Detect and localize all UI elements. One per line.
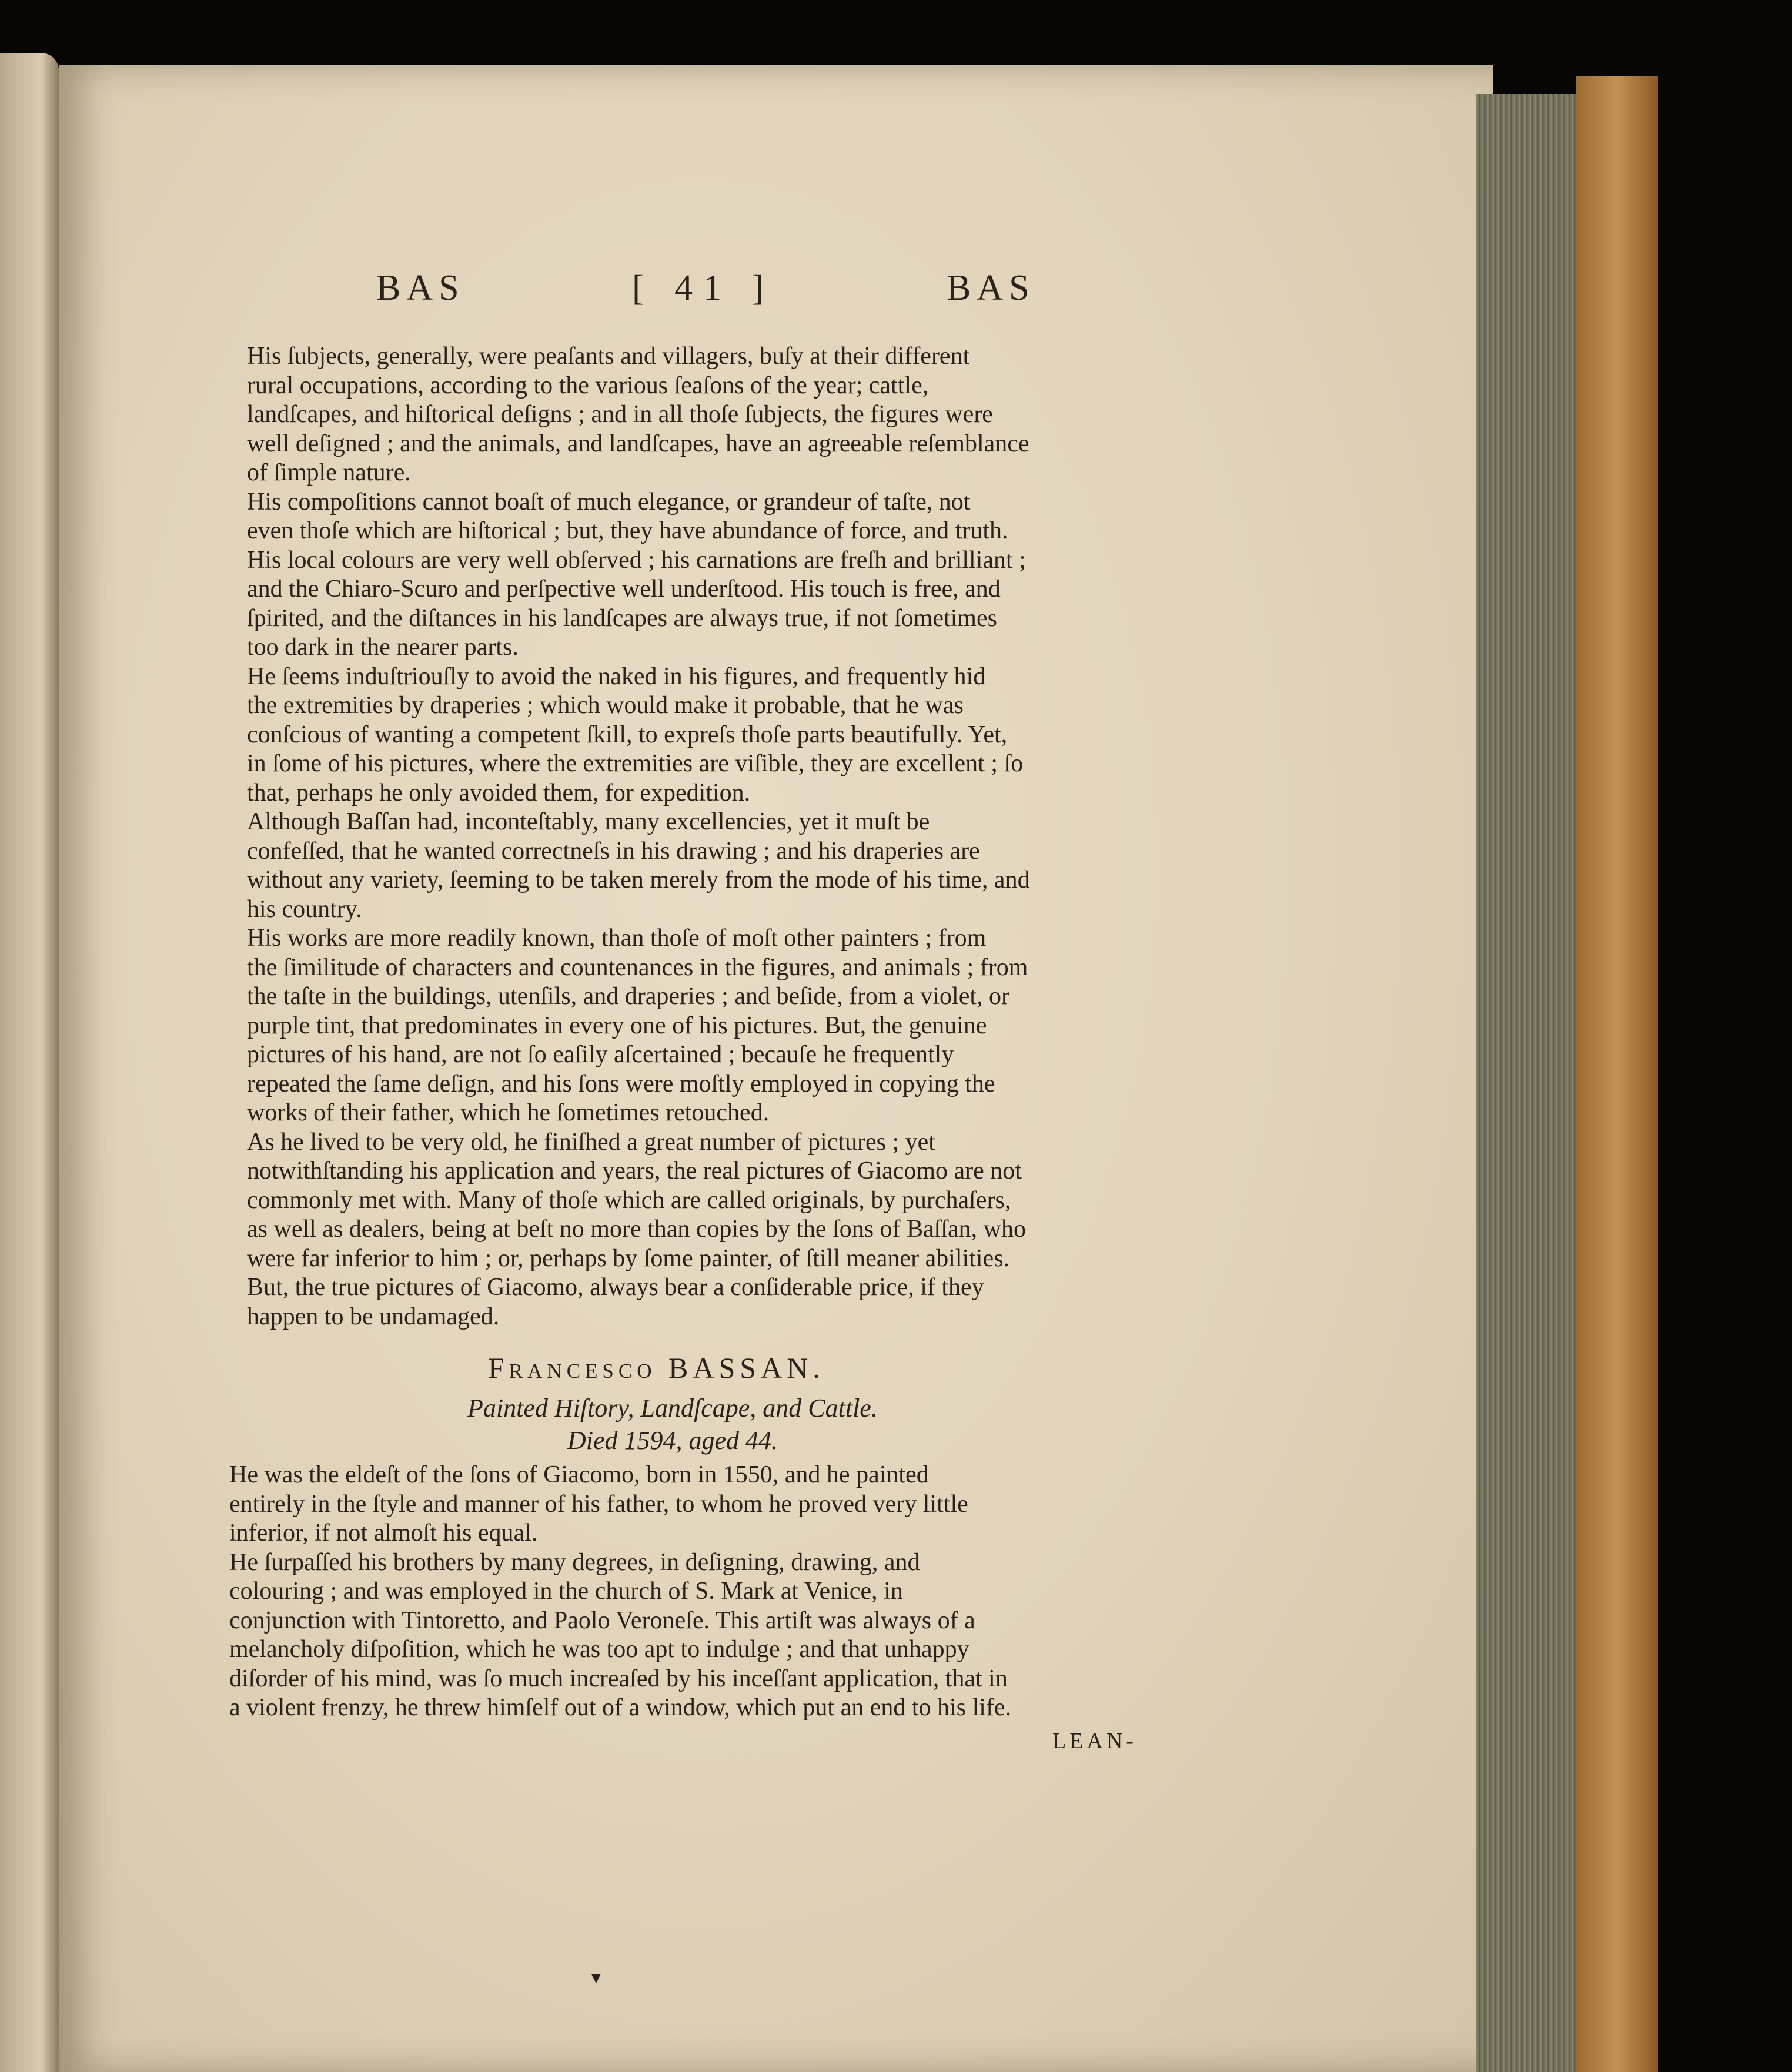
text-line: the ſimilitude of characters and countenances in the figures, and animals ; from <box>247 953 1028 981</box>
text-line: purple tint, that predominates in every one of his pictures. But, the genuine <box>247 1012 987 1039</box>
text-line: the extremities by draperies ; which would make it probable, that he was <box>247 692 964 719</box>
text-line: the taſte in the buildings, utenſils, and draperies ; and beſide, from a violet, or <box>247 983 1009 1010</box>
text-line: in ſome of his pictures, where the extremities are viſible, they are excellent ; ſo <box>247 750 1024 777</box>
text-line: commonly met with. Many of thoſe which are called originals, by purchaſers, <box>247 1186 1011 1214</box>
text-line: of ſimple nature. <box>247 459 411 486</box>
text-line: Although Baſſan had, inconteſtably, many excellencies, yet it muſt be <box>247 808 930 835</box>
text-line: His ſubjects, generally, were peaſants and villagers, buſy at their different <box>247 343 970 370</box>
text-line: As he lived to be very old, he finiſhed a great number of pictures ; yet <box>247 1128 935 1156</box>
text-line: his country. <box>247 895 362 923</box>
text-line: even thoſe which are hiſtorical ; but, they have abundance of force, and truth. <box>247 517 1008 544</box>
text-line: notwithſtanding his application and years, the real pictures of Giacomo are not <box>247 1157 1022 1184</box>
book-cover-edge <box>1576 76 1658 2072</box>
text-line: ſpirited, and the diſtances in his landſcapes are always true, if not ſometimes <box>247 604 997 632</box>
section-dates: Died 1594, aged 44. <box>567 1426 778 1455</box>
text-line: that, perhaps he only avoided them, for expedition. <box>247 779 751 806</box>
text-line: too dark in the nearer parts. <box>247 634 519 661</box>
text-line: diſorder of his mind, was ſo much increaſed by his inceſſant application, that in <box>229 1665 1008 1692</box>
text-line: He was the eldeſt of the ſons of Giacomo, born in 1550, and he painted <box>229 1461 929 1488</box>
text-line: entirely in the ſtyle and manner of his father, to whom he proved very little <box>229 1490 968 1518</box>
text-line: His works are more readily known, than thoſe of moſt other painters ; from <box>247 925 987 952</box>
text-line: His local colours are very well obſerved ; his carnations are freſh and brilliant ; <box>247 546 1026 574</box>
catchword: LEAN- <box>1052 1729 1137 1753</box>
page-fore-edge <box>1476 94 1576 2072</box>
text-line: He ſeems induſtriouſly to avoid the naked in his figures, and frequently hid <box>247 662 986 690</box>
previous-page-edge <box>0 53 59 2072</box>
section-name: Francesco BASSAN. <box>488 1351 825 1384</box>
text-line: were far inferior to him ; or, perhaps by ſome painter, of ſtill meaner abilities. <box>247 1244 1010 1272</box>
text-line: without any variety, ſeeming to be taken merely from the mode of his time, and <box>247 866 1030 893</box>
text-line: inferior, if not almoſt his equal. <box>229 1519 538 1547</box>
signature-mark-icon: ▼ <box>588 1969 604 1987</box>
text-line: His compoſitions cannot boaſt of much elegance, or grandeur of taſte, not <box>247 488 971 516</box>
section-subtitle: Painted Hiſtory, Landſcape, and Cattle. <box>467 1394 878 1422</box>
text-line: confeſſed, that he wanted correctneſs in his drawing ; and his draperies are <box>247 837 980 865</box>
text-line: a violent frenzy, he threw himſelf out of a window, which put an end to his life. <box>229 1694 1012 1721</box>
text-line: happen to be undamaged. <box>247 1303 500 1330</box>
text-line: conjunction with Tintoretto, and Paolo Veroneſe. This artiſt was always of a <box>229 1606 975 1634</box>
text-line: as well as dealers, being at beſt no more than copies by the ſons of Baſſan, who <box>247 1216 1026 1243</box>
text-line: and the Chiaro-Scuro and perſpective well underſtood. His touch is free, and <box>247 575 1001 602</box>
running-header-left: BAS <box>376 268 465 308</box>
text-line: repeated the ſame deſign, and his ſons were moſtly employed in copying the <box>247 1070 995 1097</box>
page-number: [ 41 ] <box>632 268 775 308</box>
text-line: He ſurpaſſed his brothers by many degrees, in deſigning, drawing, and <box>229 1548 920 1576</box>
text-line: conſcious of wanting a competent ſkill, to expreſs thoſe parts beautifully. Yet, <box>247 721 1008 748</box>
text-line: But, the true pictures of Giacomo, always bear a conſiderable price, if they <box>247 1274 984 1301</box>
text-line: landſcapes, and hiſtorical deſigns ; and in all thoſe ſubjects, the figures were <box>247 401 993 428</box>
text-line: well deſigned ; and the animals, and landſcapes, have an agreeable reſemblance <box>247 430 1029 457</box>
running-header-right: BAS <box>947 268 1035 308</box>
text-line: works of their father, which he ſometimes retouched. <box>247 1099 770 1126</box>
text-line: colouring ; and was employed in the church of S. Mark at Venice, in <box>229 1578 903 1605</box>
text-line: pictures of his hand, are not ſo eaſily aſcertained ; becauſe he frequently <box>247 1041 954 1068</box>
text-line: melancholy diſpoſition, which he was too apt to indulge ; and that unhappy <box>229 1636 969 1663</box>
text-line: rural occupations, according to the various ſeaſons of the year; cattle, <box>247 371 929 399</box>
